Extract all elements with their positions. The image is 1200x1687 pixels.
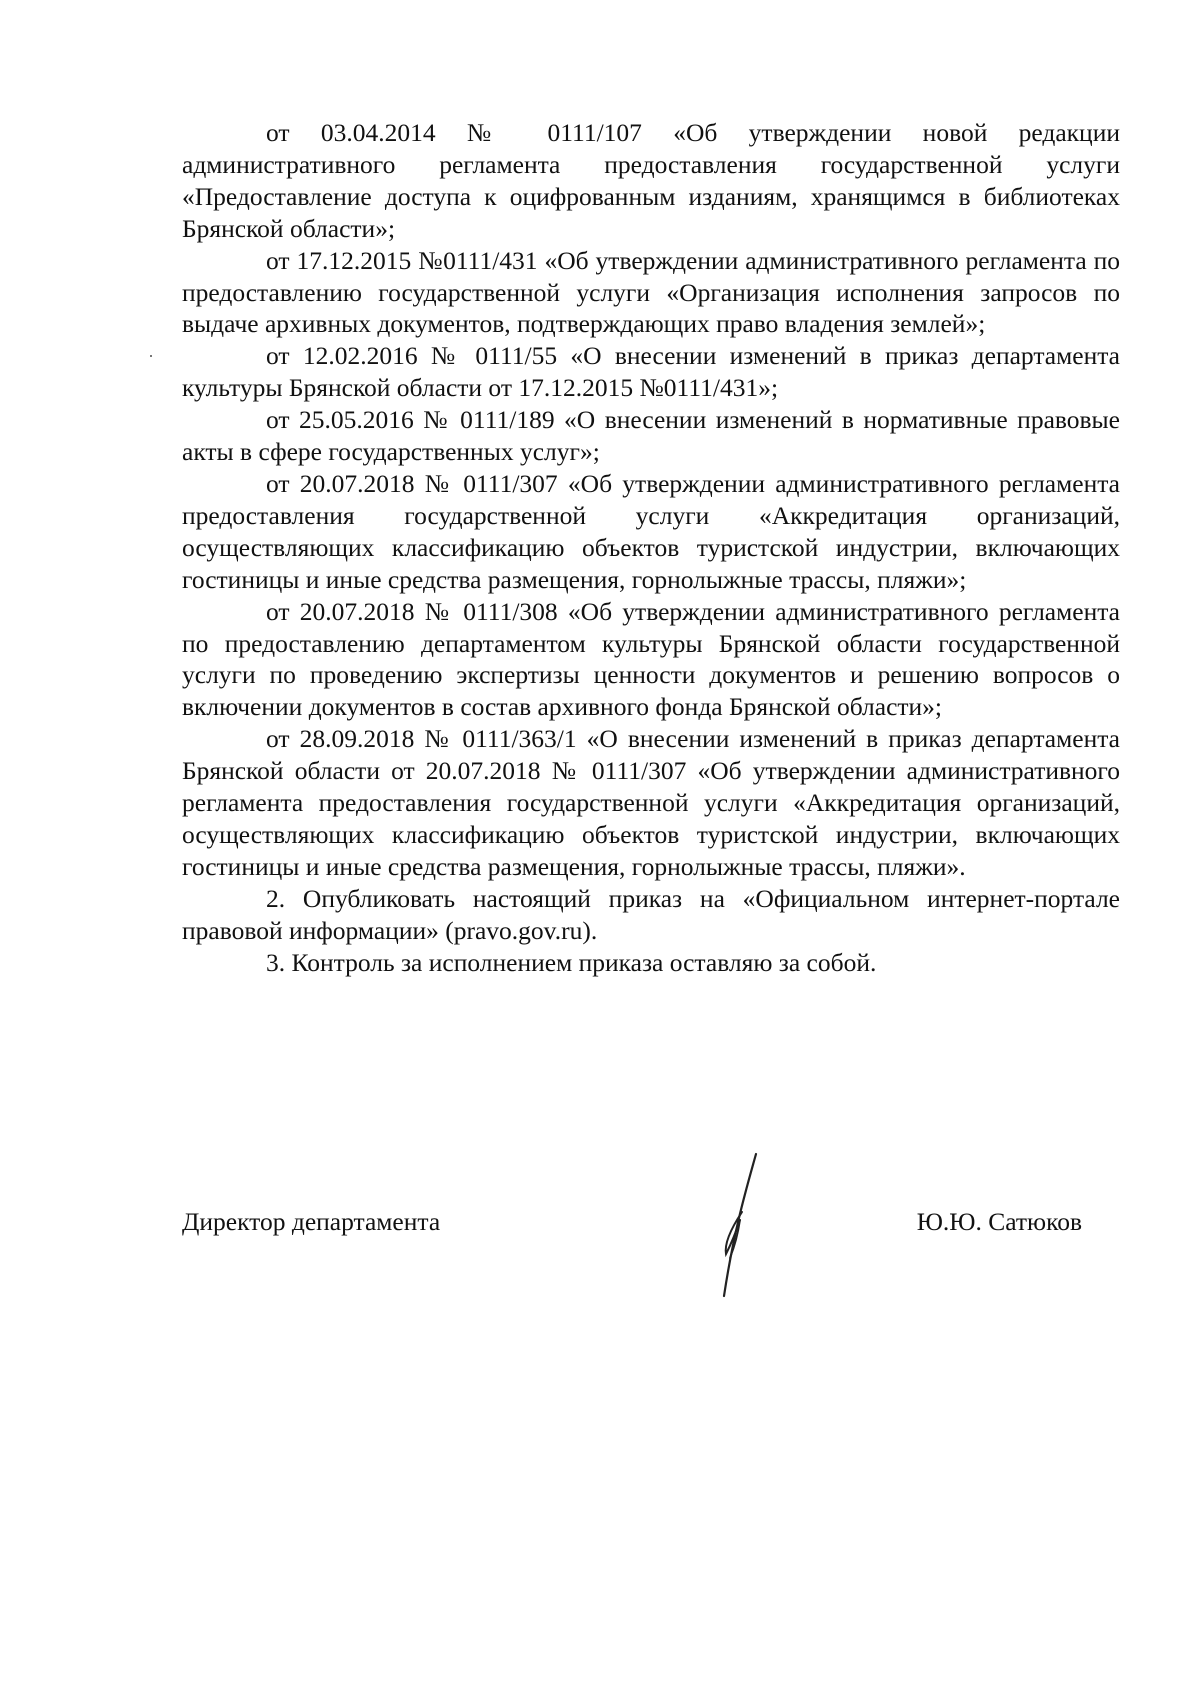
document-body [182,117,1120,978]
paragraph-order-2016-189: от 25.05.2016 № 0111/189 «О внесении изменений в нормативные правовые акты в сфере государственных услуг»; [182,405,1120,467]
signature-block [182,1150,1120,1310]
paragraph-order-2014-107: от 03.04.2014 № 0111/107 «Об утверждении новой редакции административного регламента предоставления государственной услуги «Предоставление доступа к оцифрованным изданиям, хранящимся в библиотеках Брянской области»; [182,118,1120,243]
scan-speck [150,355,152,357]
paragraph-order-2018-307: от 20.07.2018 № 0111/307 «Об утверждении административного регламента предоставления государственной услуги «Аккредитация организаций, осуществляющих классификацию объектов туристской индустрии, включающих гостиницы и иные средства размещения, горнолыжные трассы, пляжи»; [182,468,1120,594]
paragraph-control: 3. Контроль за исполнением приказа оставляю за собой. [266,947,877,977]
paragraph-order-2018-308: от 20.07.2018 № 0111/308 «Об утверждении административного регламента по предоставлению департаментом культуры Брянской области государственной услуги по проведению экспертизы ценности документов и решению вопросов о включении документов в состав архивного фонда Брянской области»; [182,596,1120,722]
paragraph-publish: 2. Опубликовать настоящий приказ на «Официальном интернет-портале правовой информации» (pravo.gov.ru). [182,883,1120,945]
paragraph-order-2016-55: от 12.02.2016 № 0111/55 «О внесении изменений в приказ департамента культуры Брянской области от 17.12.2015 №0111/431»; [182,341,1120,403]
paragraph-order-2015-431: от 17.12.2015 №0111/431 «Об утверждении административного регламента по предоставлению государственной услуги «Организация исполнения запросов по выдаче архивных документов, подтверждающих право владения землей»; [182,245,1120,339]
handwritten-signature-icon [694,1150,784,1300]
signatory-name: Ю.Ю. Сатюков [916,1207,1082,1236]
paragraph-order-2018-363-1: от 28.09.2018 № 0111/363/1 «О внесении изменений в приказ департамента Брянской области от 20.07.2018 № 0111/307 «Об утверждении административного регламента предоставления государственной услуги «Аккредитация организаций, осуществляющих классификацию объектов туристской индустрии, включающих гостиницы и иные средства размещения, горнолыжные трассы, пляжи». [182,724,1120,881]
signatory-position: Директор департамента [182,1207,441,1236]
